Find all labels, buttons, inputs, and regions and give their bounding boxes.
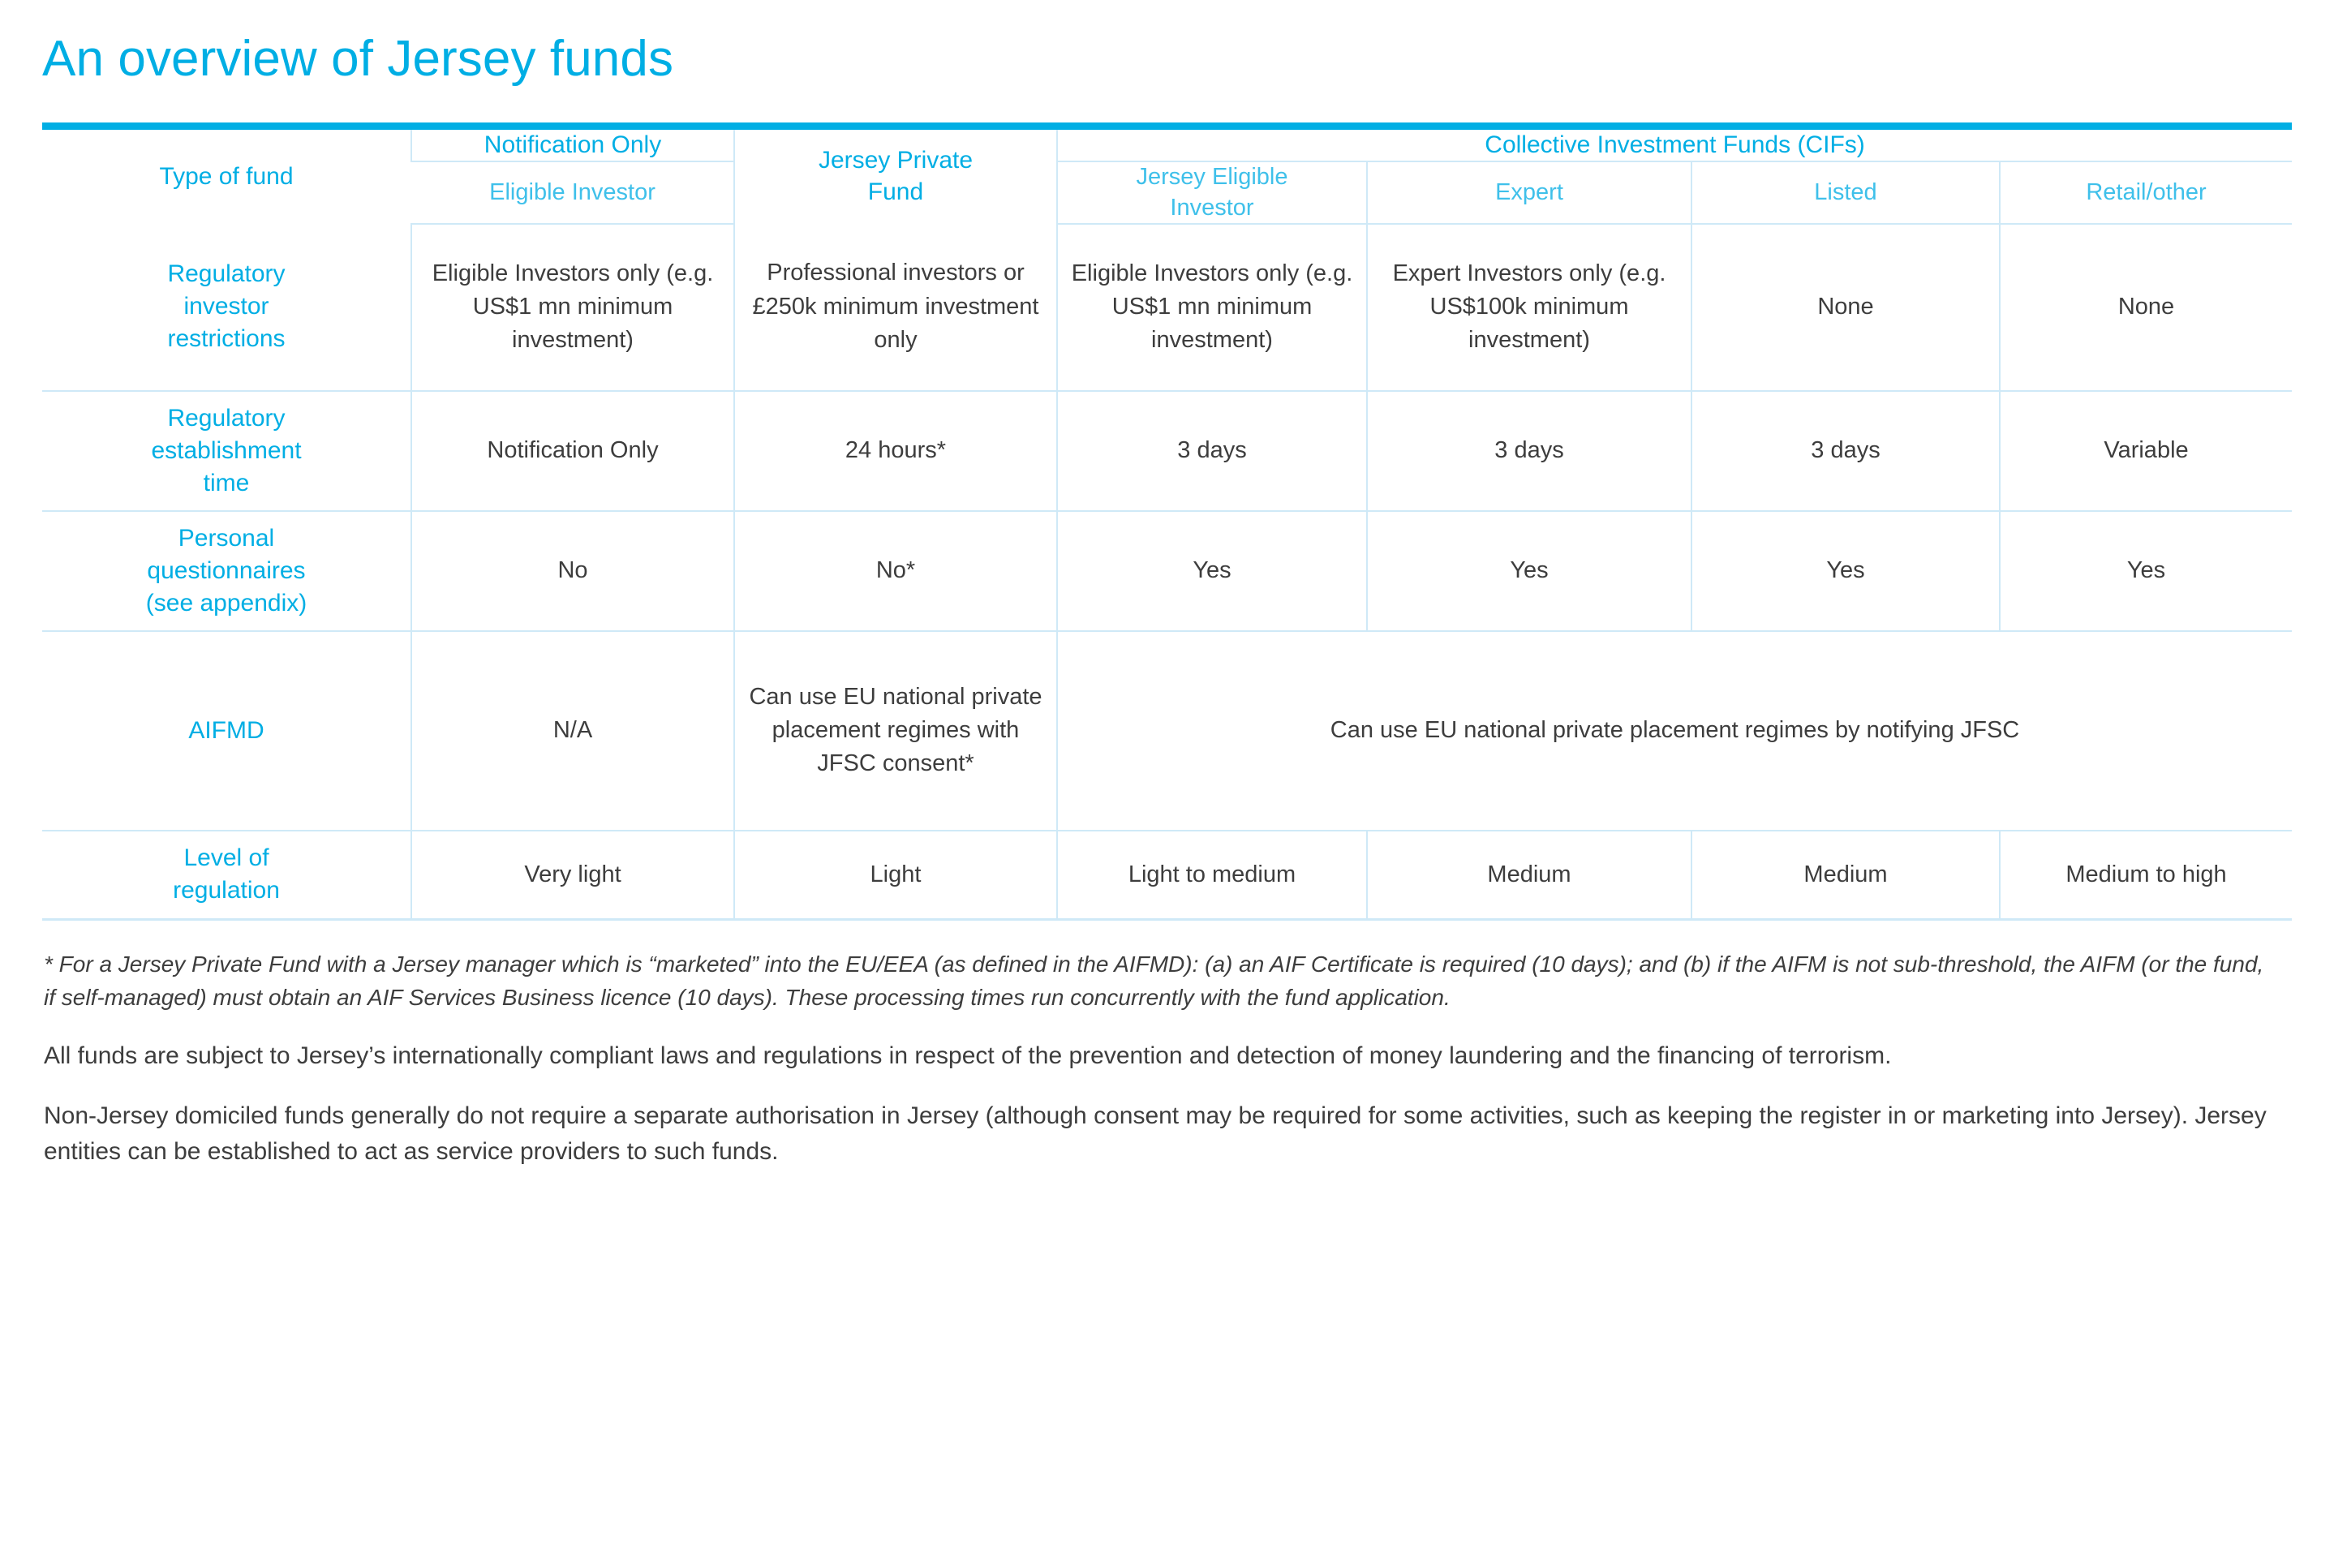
funds-table-container	[42, 122, 2292, 921]
cell-expert: Yes	[1367, 511, 1691, 631]
row-label-level-of-regulation	[42, 831, 411, 920]
row-label-aifmd: AIFMD	[42, 631, 411, 831]
header-jei-line1: Jersey Eligible	[1136, 164, 1288, 191]
row-label-regulatory-investor-restrictions	[42, 224, 411, 391]
cell-jersey-private-fund: 24 hours*	[734, 391, 1057, 511]
header-collective-investment-funds: Collective Investment Funds (CIFs)	[1057, 130, 2292, 161]
header-listed: Listed	[1691, 161, 2000, 223]
cell-retail-other: None	[2000, 224, 2292, 391]
header-retail-other: Retail/other	[2000, 161, 2292, 223]
note-non-jersey-paragraph: Non-Jersey domiciled funds generally do not require a separate authorisation in Jersey (although consent may be required for some activities, such as keeping the register in or marketing into Jersey). Jersey entities can be established to act as service providers to such funds.	[44, 1102, 2267, 1165]
header-jpf-line2: Fund	[867, 178, 924, 205]
cell-jersey-private-fund: No*	[734, 511, 1057, 631]
cell-cifs-merged-aifmd: Can use EU national private placement regimes by notifying JFSC	[1057, 631, 2292, 831]
cell-jersey-private-fund: Professional investors or £250k minimum investment only	[734, 224, 1057, 391]
footnote-aifmd: * For a Jersey Private Fund with a Jersey manager which is “marketed” into the EU/EEA (as defined in the AIFMD): (a) an AIF Certificate is required (10 days); and (b) if the AIFM is not sub-threshold, the AIFM (or the fund, if self-managed) must obtain an AIF Services Business licence (10 days). These processing times run concurrently with the fund application.	[44, 952, 2264, 1010]
table-row	[42, 631, 2292, 831]
cell-notification-only: Eligible Investors only (e.g. US$1 mn minimum investment)	[411, 224, 734, 391]
table-row	[42, 224, 2292, 391]
row-label-line1: Personal	[178, 524, 275, 552]
cell-notification-only: No	[411, 511, 734, 631]
header-row-groups	[42, 130, 2292, 161]
header-jpf-line1: Jersey Private	[818, 147, 974, 174]
table-row	[42, 511, 2292, 631]
row-label-line3: restrictions	[167, 325, 286, 353]
row-label-line2: establishment	[151, 436, 302, 464]
table-header	[42, 130, 2292, 224]
cell-expert: 3 days	[1367, 391, 1691, 511]
row-label-line2: investor	[183, 293, 269, 320]
row-label-line1: Regulatory	[167, 404, 286, 432]
cell-listed: Medium	[1691, 831, 2000, 920]
cell-jersey-private-fund: Can use EU national private placement regimes with JFSC consent*	[734, 631, 1057, 831]
cell-retail-other: Yes	[2000, 511, 2292, 631]
header-jei-line2: Investor	[1170, 194, 1254, 221]
table-row	[42, 831, 2292, 920]
row-label-regulatory-establishment-time	[42, 391, 411, 511]
row-label-line1: Level of	[183, 844, 269, 872]
cell-expert: Expert Investors only (e.g. US$100k minimum investment)	[1367, 224, 1691, 391]
header-type-of-fund: Type of fund	[159, 162, 294, 190]
header-expert: Expert	[1367, 161, 1691, 223]
cell-retail-other: Medium to high	[2000, 831, 2292, 920]
cell-jersey-eligible-investor: Eligible Investors only (e.g. US$1 mn minimum investment)	[1057, 224, 1367, 391]
cell-jersey-eligible-investor: Yes	[1057, 511, 1367, 631]
note-aml-paragraph: All funds are subject to Jersey’s internationally compliant laws and regulations in respect of the prevention and detection of money laundering and the financing of terrorism.	[44, 1042, 1892, 1070]
cell-jersey-eligible-investor: 3 days	[1057, 391, 1367, 511]
table-row	[42, 391, 2292, 511]
notes-section	[42, 948, 2292, 1170]
row-label-line3: (see appendix)	[145, 589, 307, 616]
cell-listed: 3 days	[1691, 391, 2000, 511]
cell-listed: None	[1691, 224, 2000, 391]
row-label-line1: Regulatory	[167, 260, 286, 288]
cell-expert: Medium	[1367, 831, 1691, 920]
table-body	[42, 224, 2292, 920]
cell-notification-only: N/A	[411, 631, 734, 831]
cell-jersey-eligible-investor: Light to medium	[1057, 831, 1367, 920]
cell-notification-only: Very light	[411, 831, 734, 920]
header-notification-only: Notification Only	[411, 130, 734, 161]
header-eligible-investor: Eligible Investor	[411, 161, 734, 223]
cell-jersey-private-fund: Light	[734, 831, 1057, 920]
funds-comparison-table	[42, 130, 2292, 921]
cell-retail-other: Variable	[2000, 391, 2292, 511]
row-label-personal-questionnaires	[42, 511, 411, 631]
header-jersey-private-fund	[734, 130, 1057, 224]
cell-notification-only: Notification Only	[411, 391, 734, 511]
header-jersey-eligible-investor	[1057, 161, 1367, 223]
cell-listed: Yes	[1691, 511, 2000, 631]
row-label-line3: time	[203, 469, 250, 496]
row-label-line2: questionnaires	[147, 556, 306, 584]
page-title: An overview of Jersey funds	[42, 31, 674, 87]
row-label-line2: regulation	[173, 877, 280, 904]
